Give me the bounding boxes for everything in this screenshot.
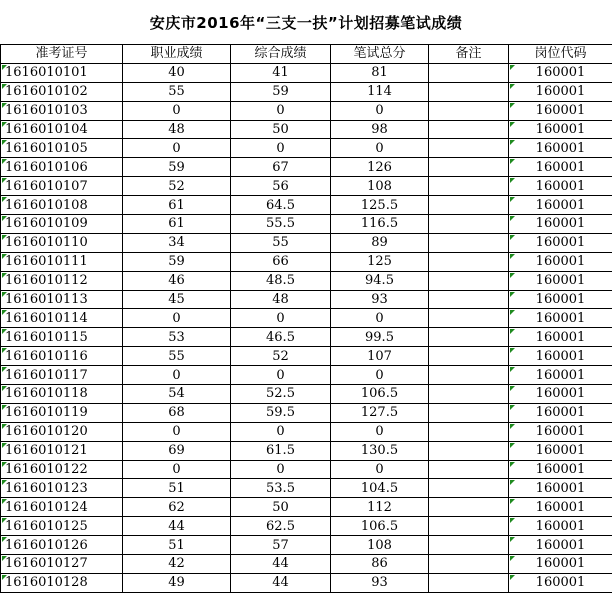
cell-total-score[interactable]: 98 [331,120,429,139]
cell-comprehensive-score[interactable]: 0 [231,309,331,328]
table-row [1,347,612,366]
cell-total-score[interactable]: 0 [331,422,429,441]
cell-comprehensive-score[interactable]: 66 [231,252,331,271]
cell-exam-id[interactable]: 1616010107 [1,177,123,196]
cell-position-code[interactable]: 160001 [509,385,612,404]
cell-total-score[interactable]: 0 [331,139,429,158]
cell-position-code[interactable]: 160001 [509,233,612,252]
cell-position-code[interactable]: 160001 [509,328,612,347]
cell-job-score[interactable]: 61 [123,196,231,215]
cell-job-score[interactable]: 54 [123,385,231,404]
cell-job-score[interactable]: 55 [123,82,231,101]
cell-total-score[interactable]: 104.5 [331,479,429,498]
cell-remarks[interactable] [429,536,509,555]
cell-comprehensive-score[interactable]: 41 [231,63,331,82]
cell-remarks[interactable] [429,555,509,574]
cell-remarks[interactable] [429,177,509,196]
column-header-exam-id[interactable]: 准考证号 [1,45,123,64]
cell-total-score[interactable]: 108 [331,177,429,196]
cell-exam-id[interactable]: 1616010103 [1,101,123,120]
column-header-position-code[interactable]: 岗位代码 [509,45,612,64]
cell-comprehensive-score[interactable]: 48 [231,290,331,309]
cell-job-score[interactable]: 0 [123,309,231,328]
cell-total-score[interactable]: 126 [331,158,429,177]
cell-remarks[interactable] [429,422,509,441]
cell-comprehensive-score[interactable]: 0 [231,366,331,385]
cell-job-score[interactable]: 42 [123,555,231,574]
cell-total-score[interactable]: 108 [331,536,429,555]
cell-total-score[interactable]: 114 [331,82,429,101]
cell-exam-id[interactable]: 1616010112 [1,271,123,290]
cell-job-score[interactable]: 53 [123,328,231,347]
cell-comprehensive-score[interactable]: 61.5 [231,441,331,460]
cell-total-score[interactable]: 0 [331,460,429,479]
cell-job-score[interactable]: 49 [123,573,231,592]
cell-exam-id[interactable]: 1616010128 [1,573,123,592]
cell-total-score[interactable]: 112 [331,498,429,517]
cell-position-code[interactable]: 160001 [509,460,612,479]
cell-comprehensive-score[interactable]: 0 [231,460,331,479]
cell-position-code[interactable]: 160001 [509,555,612,574]
cell-comprehensive-score[interactable]: 55.5 [231,215,331,234]
cell-total-score[interactable]: 0 [331,101,429,120]
cell-total-score[interactable]: 116.5 [331,215,429,234]
cell-total-score[interactable]: 0 [331,366,429,385]
cell-comprehensive-score[interactable]: 0 [231,101,331,120]
cell-exam-id[interactable]: 1616010125 [1,517,123,536]
cell-total-score[interactable]: 106.5 [331,385,429,404]
column-header-remarks[interactable]: 备注 [429,45,509,64]
table-row [1,573,612,592]
column-header-comprehensive-score[interactable]: 综合成绩 [231,45,331,64]
cell-remarks[interactable] [429,290,509,309]
cell-remarks[interactable] [429,385,509,404]
table-row [1,101,612,120]
cell-total-score[interactable]: 99.5 [331,328,429,347]
cell-remarks[interactable] [429,215,509,234]
cell-position-code[interactable]: 160001 [509,441,612,460]
cell-position-code[interactable]: 160001 [509,252,612,271]
table-row [1,63,612,82]
cell-total-score[interactable]: 94.5 [331,271,429,290]
cell-remarks[interactable] [429,517,509,536]
table-row [1,177,612,196]
cell-total-score[interactable]: 81 [331,63,429,82]
cell-position-code[interactable]: 160001 [509,101,612,120]
cell-comprehensive-score[interactable]: 59 [231,82,331,101]
cell-exam-id[interactable]: 1616010121 [1,441,123,460]
cell-remarks[interactable] [429,441,509,460]
cell-position-code[interactable]: 160001 [509,517,612,536]
scores-table [0,44,612,593]
cell-comprehensive-score[interactable]: 57 [231,536,331,555]
cell-total-score[interactable]: 86 [331,555,429,574]
cell-job-score[interactable]: 40 [123,63,231,82]
cell-job-score[interactable]: 61 [123,215,231,234]
cell-exam-id[interactable]: 1616010113 [1,290,123,309]
cell-job-score[interactable]: 69 [123,441,231,460]
cell-exam-id[interactable]: 1616010124 [1,498,123,517]
cell-exam-id[interactable]: 1616010110 [1,233,123,252]
cell-comprehensive-score[interactable]: 0 [231,139,331,158]
table-row [1,498,612,517]
cell-position-code[interactable]: 160001 [509,290,612,309]
cell-remarks[interactable] [429,460,509,479]
cell-exam-id[interactable]: 1616010108 [1,196,123,215]
cell-position-code[interactable]: 160001 [509,422,612,441]
table-row [1,479,612,498]
table-row [1,215,612,234]
table-row [1,233,612,252]
cell-position-code[interactable]: 160001 [509,82,612,101]
table-row [1,82,612,101]
cell-position-code[interactable]: 160001 [509,158,612,177]
cell-exam-id[interactable]: 1616010114 [1,309,123,328]
cell-job-score[interactable]: 62 [123,498,231,517]
cell-job-score[interactable]: 59 [123,252,231,271]
cell-exam-id[interactable]: 1616010126 [1,536,123,555]
cell-comprehensive-score[interactable]: 48.5 [231,271,331,290]
cell-position-code[interactable]: 160001 [509,403,612,422]
cell-position-code[interactable]: 160001 [509,63,612,82]
cell-remarks[interactable] [429,347,509,366]
cell-exam-id[interactable]: 1616010101 [1,63,123,82]
cell-job-score[interactable]: 0 [123,460,231,479]
cell-remarks[interactable] [429,403,509,422]
cell-job-score[interactable]: 51 [123,536,231,555]
cell-comprehensive-score[interactable]: 56 [231,177,331,196]
table-row [1,252,612,271]
cell-exam-id[interactable]: 1616010111 [1,252,123,271]
cell-position-code[interactable]: 160001 [509,573,612,592]
cell-comprehensive-score[interactable]: 67 [231,158,331,177]
cell-job-score[interactable]: 59 [123,158,231,177]
cell-comprehensive-score[interactable]: 55 [231,233,331,252]
cell-exam-id[interactable]: 1616010115 [1,328,123,347]
table-row [1,403,612,422]
cell-exam-id[interactable]: 1616010105 [1,139,123,158]
cell-exam-id[interactable]: 1616010119 [1,403,123,422]
cell-total-score[interactable]: 93 [331,290,429,309]
cell-total-score[interactable]: 106.5 [331,517,429,536]
cell-remarks[interactable] [429,252,509,271]
cell-position-code[interactable]: 160001 [509,309,612,328]
table-row [1,309,612,328]
cell-comprehensive-score[interactable]: 44 [231,555,331,574]
table-row [1,555,612,574]
cell-total-score[interactable]: 130.5 [331,441,429,460]
sheet-title: 安庆市2016年“三支一扶”计划招募笔试成绩 [149,13,463,32]
table-row [1,422,612,441]
cell-exam-id[interactable]: 1616010127 [1,555,123,574]
cell-remarks[interactable] [429,573,509,592]
cell-remarks[interactable] [429,328,509,347]
cell-position-code[interactable]: 160001 [509,196,612,215]
cell-position-code[interactable]: 160001 [509,479,612,498]
cell-total-score[interactable]: 125 [331,252,429,271]
cell-job-score[interactable]: 34 [123,233,231,252]
cell-remarks[interactable] [429,120,509,139]
cell-remarks[interactable] [429,498,509,517]
table-row [1,139,612,158]
cell-job-score[interactable]: 0 [123,422,231,441]
cell-job-score[interactable]: 0 [123,139,231,158]
cell-exam-id[interactable]: 1616010116 [1,347,123,366]
header-row [1,45,612,64]
cell-comprehensive-score[interactable]: 52.5 [231,385,331,404]
column-header-job-score[interactable]: 职业成绩 [123,45,231,64]
cell-total-score[interactable]: 127.5 [331,403,429,422]
cell-remarks[interactable] [429,139,509,158]
cell-job-score[interactable]: 45 [123,290,231,309]
cell-job-score[interactable]: 46 [123,271,231,290]
cell-comprehensive-score[interactable]: 44 [231,573,331,592]
cell-comprehensive-score[interactable]: 62.5 [231,517,331,536]
cell-remarks[interactable] [429,271,509,290]
cell-exam-id[interactable]: 1616010106 [1,158,123,177]
cell-total-score[interactable]: 107 [331,347,429,366]
cell-comprehensive-score[interactable]: 50 [231,498,331,517]
cell-position-code[interactable]: 160001 [509,120,612,139]
table-row [1,385,612,404]
cell-comprehensive-score[interactable]: 64.5 [231,196,331,215]
cell-job-score[interactable]: 44 [123,517,231,536]
cell-remarks[interactable] [429,309,509,328]
cell-position-code[interactable]: 160001 [509,177,612,196]
table-row [1,517,612,536]
cell-comprehensive-score[interactable]: 0 [231,422,331,441]
cell-position-code[interactable]: 160001 [509,271,612,290]
cell-total-score[interactable]: 0 [331,309,429,328]
cell-total-score[interactable]: 125.5 [331,196,429,215]
cell-position-code[interactable]: 160001 [509,498,612,517]
table-row [1,290,612,309]
cell-job-score[interactable]: 48 [123,120,231,139]
cell-comprehensive-score[interactable]: 50 [231,120,331,139]
cell-remarks[interactable] [429,366,509,385]
cell-comprehensive-score[interactable]: 46.5 [231,328,331,347]
cell-remarks[interactable] [429,63,509,82]
table-row [1,196,612,215]
cell-position-code[interactable]: 160001 [509,536,612,555]
cell-job-score[interactable]: 0 [123,366,231,385]
cell-remarks[interactable] [429,82,509,101]
cell-exam-id[interactable]: 1616010117 [1,366,123,385]
table-row [1,158,612,177]
cell-exam-id[interactable]: 1616010122 [1,460,123,479]
table-row [1,271,612,290]
cell-exam-id[interactable]: 1616010102 [1,82,123,101]
column-header-total-score[interactable]: 笔试总分 [331,45,429,64]
cell-exam-id[interactable]: 1616010123 [1,479,123,498]
cell-total-score[interactable]: 89 [331,233,429,252]
cell-exam-id[interactable]: 1616010118 [1,385,123,404]
table-row [1,441,612,460]
cell-remarks[interactable] [429,479,509,498]
cell-position-code[interactable]: 160001 [509,139,612,158]
cell-remarks[interactable] [429,158,509,177]
cell-job-score[interactable]: 52 [123,177,231,196]
cell-remarks[interactable] [429,233,509,252]
table-row [1,460,612,479]
cell-exam-id[interactable]: 1616010109 [1,215,123,234]
table-row [1,328,612,347]
cell-job-score[interactable]: 51 [123,479,231,498]
cell-position-code[interactable]: 160001 [509,366,612,385]
cell-job-score[interactable]: 68 [123,403,231,422]
cell-comprehensive-score[interactable]: 53.5 [231,479,331,498]
cell-exam-id[interactable]: 1616010104 [1,120,123,139]
cell-job-score[interactable]: 55 [123,347,231,366]
cell-position-code[interactable]: 160001 [509,347,612,366]
cell-comprehensive-score[interactable]: 52 [231,347,331,366]
cell-job-score[interactable]: 0 [123,101,231,120]
cell-remarks[interactable] [429,196,509,215]
table-row [1,536,612,555]
cell-exam-id[interactable]: 1616010120 [1,422,123,441]
table-row [1,366,612,385]
cell-comprehensive-score[interactable]: 59.5 [231,403,331,422]
cell-total-score[interactable]: 93 [331,573,429,592]
cell-position-code[interactable]: 160001 [509,215,612,234]
table-row [1,120,612,139]
cell-remarks[interactable] [429,101,509,120]
